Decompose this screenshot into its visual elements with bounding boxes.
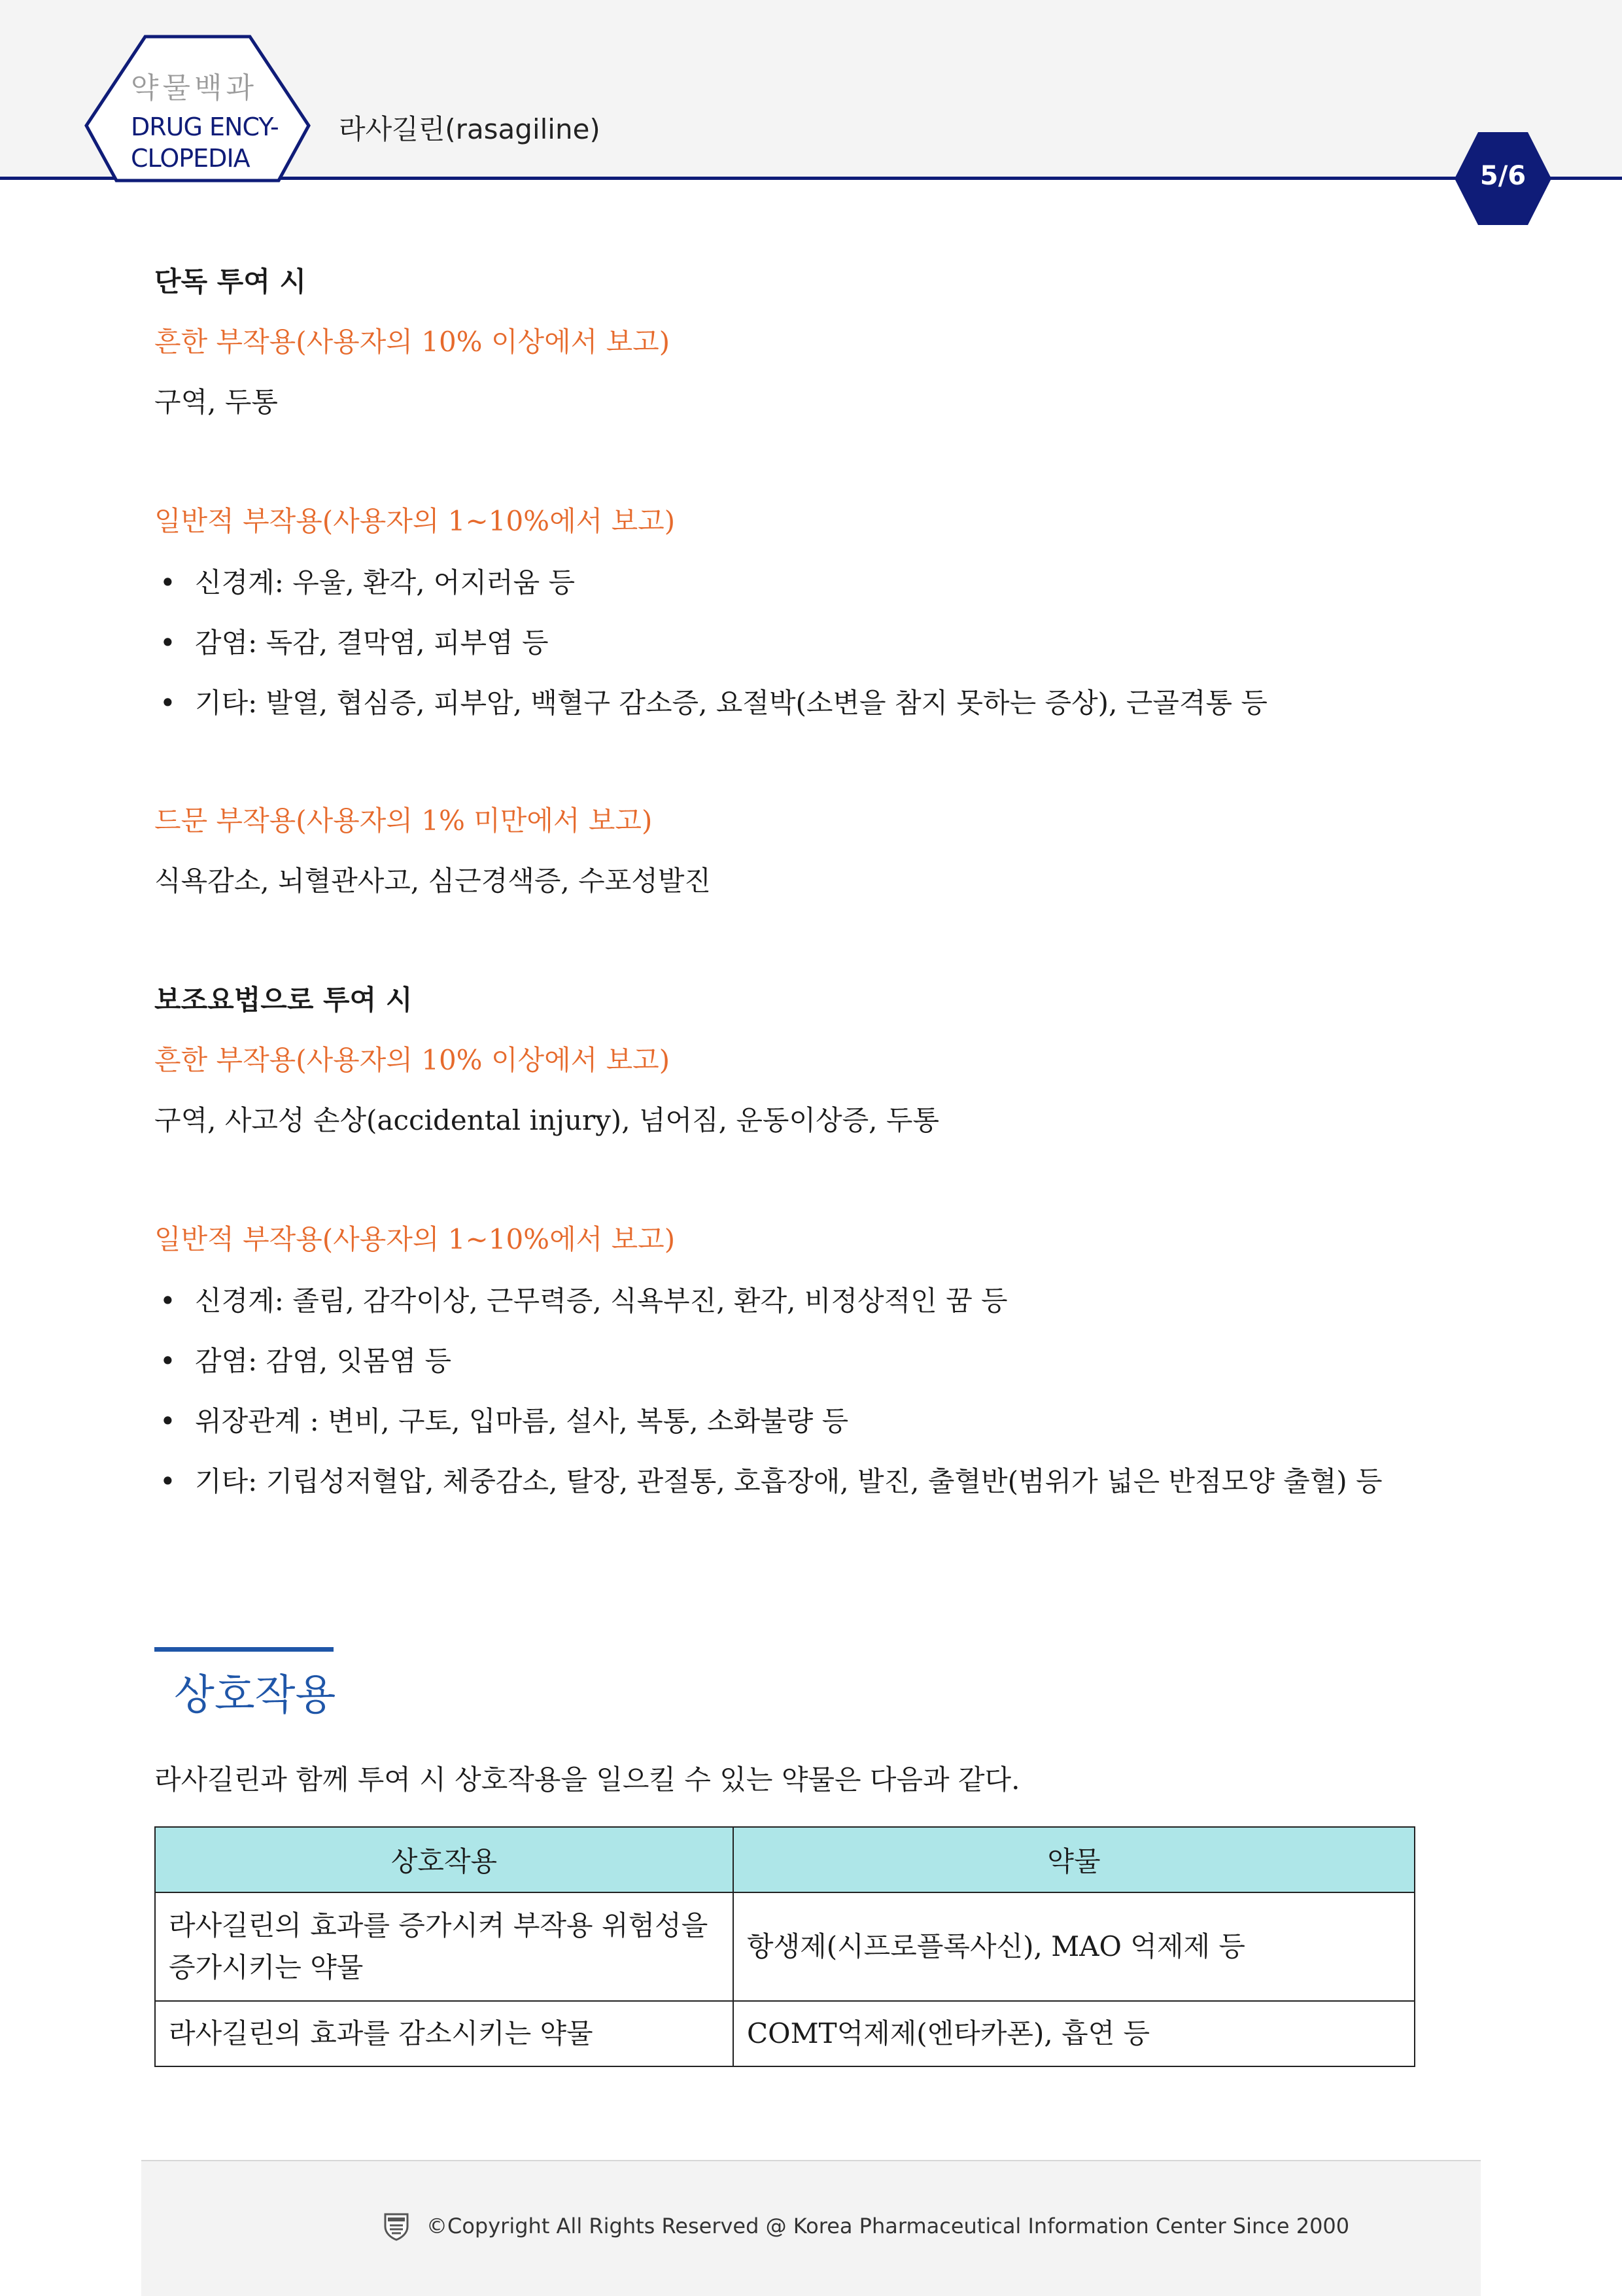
list-item: 신경계: 졸림, 감각이상, 근무력증, 식욕부진, 환각, 비정상적인 꿈 등 [195,1285,1008,1317]
bullet-icon: • [160,687,176,719]
bullet-icon: • [160,627,176,659]
list-item: 기타: 발열, 협심증, 피부암, 백혈구 감소증, 요절박(소변을 참지 못하는 증상), 근골격통 등 [195,687,1268,719]
list-item: 감염: 감염, 잇몸염 등 [195,1345,452,1377]
table-header-interaction: 상호작용 [155,1827,733,1892]
interactions-intro: 라사길린과 함께 투여 시 상호작용을 일으킬 수 있는 약물은 다음과 같다. [154,1764,1020,1796]
page-number: 5/6 [1479,161,1527,191]
table-row [155,1892,1415,2001]
shield-emblem-icon [383,2212,409,2241]
monotherapy-common-label: 흔한 부작용(사용자의 10% 이상에서 보고) [154,326,670,358]
adjunct-common-items: 구역, 사고성 손상(accidental injury), 넘어짐, 운동이상증, 두통 [154,1104,940,1136]
table-row [155,2001,1415,2066]
logo-english-line1: DRUG ENCY- [131,113,279,141]
list-item: 신경계: 우울, 환각, 어지러움 등 [195,566,576,599]
logo-english-line2: CLOPEDIA [131,144,250,173]
interactions-table [154,1826,1415,2067]
bullet-icon: • [160,1285,176,1317]
bullet-icon: • [160,1465,176,1497]
monotherapy-general-label: 일반적 부작용(사용자의 1~10%에서 보고) [154,505,676,537]
monotherapy-rare-label: 드문 부작용(사용자의 1% 미만에서 보고) [154,805,653,837]
bullet-icon: • [160,1405,176,1437]
bullet-icon: • [160,1345,176,1377]
adjunct-common-label: 흔한 부작용(사용자의 10% 이상에서 보고) [154,1044,670,1076]
table-cell: 항생제(시프로플록사신), MAO 억제제 등 [733,1892,1415,2001]
document-title: 라사길린(rasagiline) [339,113,600,145]
monotherapy-rare-items: 식욕감소, 뇌혈관사고, 심근경색증, 수포성발진 [154,865,711,897]
table-cell: COMT억제제(엔타카폰), 흡연 등 [733,2001,1415,2066]
footer-copyright: ©Copyright All Rights Reserved @ Korea Pharmaceutical Information Center Since 2000 [426,2214,1350,2238]
monotherapy-common-items: 구역, 두통 [154,386,278,418]
list-item: 위장관계 : 변비, 구토, 입마름, 설사, 복통, 소화불량 등 [195,1405,849,1437]
table-cell: 라사길린의 효과를 증가시켜 부작용 위험성을 증가시키는 약물 [155,1892,733,2001]
table-cell: 라사길린의 효과를 감소시키는 약물 [155,2001,733,2066]
section-title-interactions: 상호작용 [174,1671,336,1720]
monotherapy-heading: 단독 투여 시 [154,266,307,298]
bullet-icon: • [160,566,176,599]
adjunct-heading: 보조요법으로 투여 시 [154,984,413,1016]
table-header-row [155,1827,1415,1892]
table-header-drug: 약물 [733,1827,1415,1892]
list-item: 감염: 독감, 결막염, 피부염 등 [195,627,549,659]
logo-english-text [131,111,279,174]
list-item: 기타: 기립성저혈압, 체중감소, 탈장, 관절통, 호흡장애, 발진, 출혈반(범위가 넓은 반점모양 출혈) 등 [195,1465,1383,1497]
section-title-bar [154,1647,334,1652]
adjunct-general-label: 일반적 부작용(사용자의 1~10%에서 보고) [154,1223,676,1255]
logo-korean-text: 약물백과 [131,71,258,105]
